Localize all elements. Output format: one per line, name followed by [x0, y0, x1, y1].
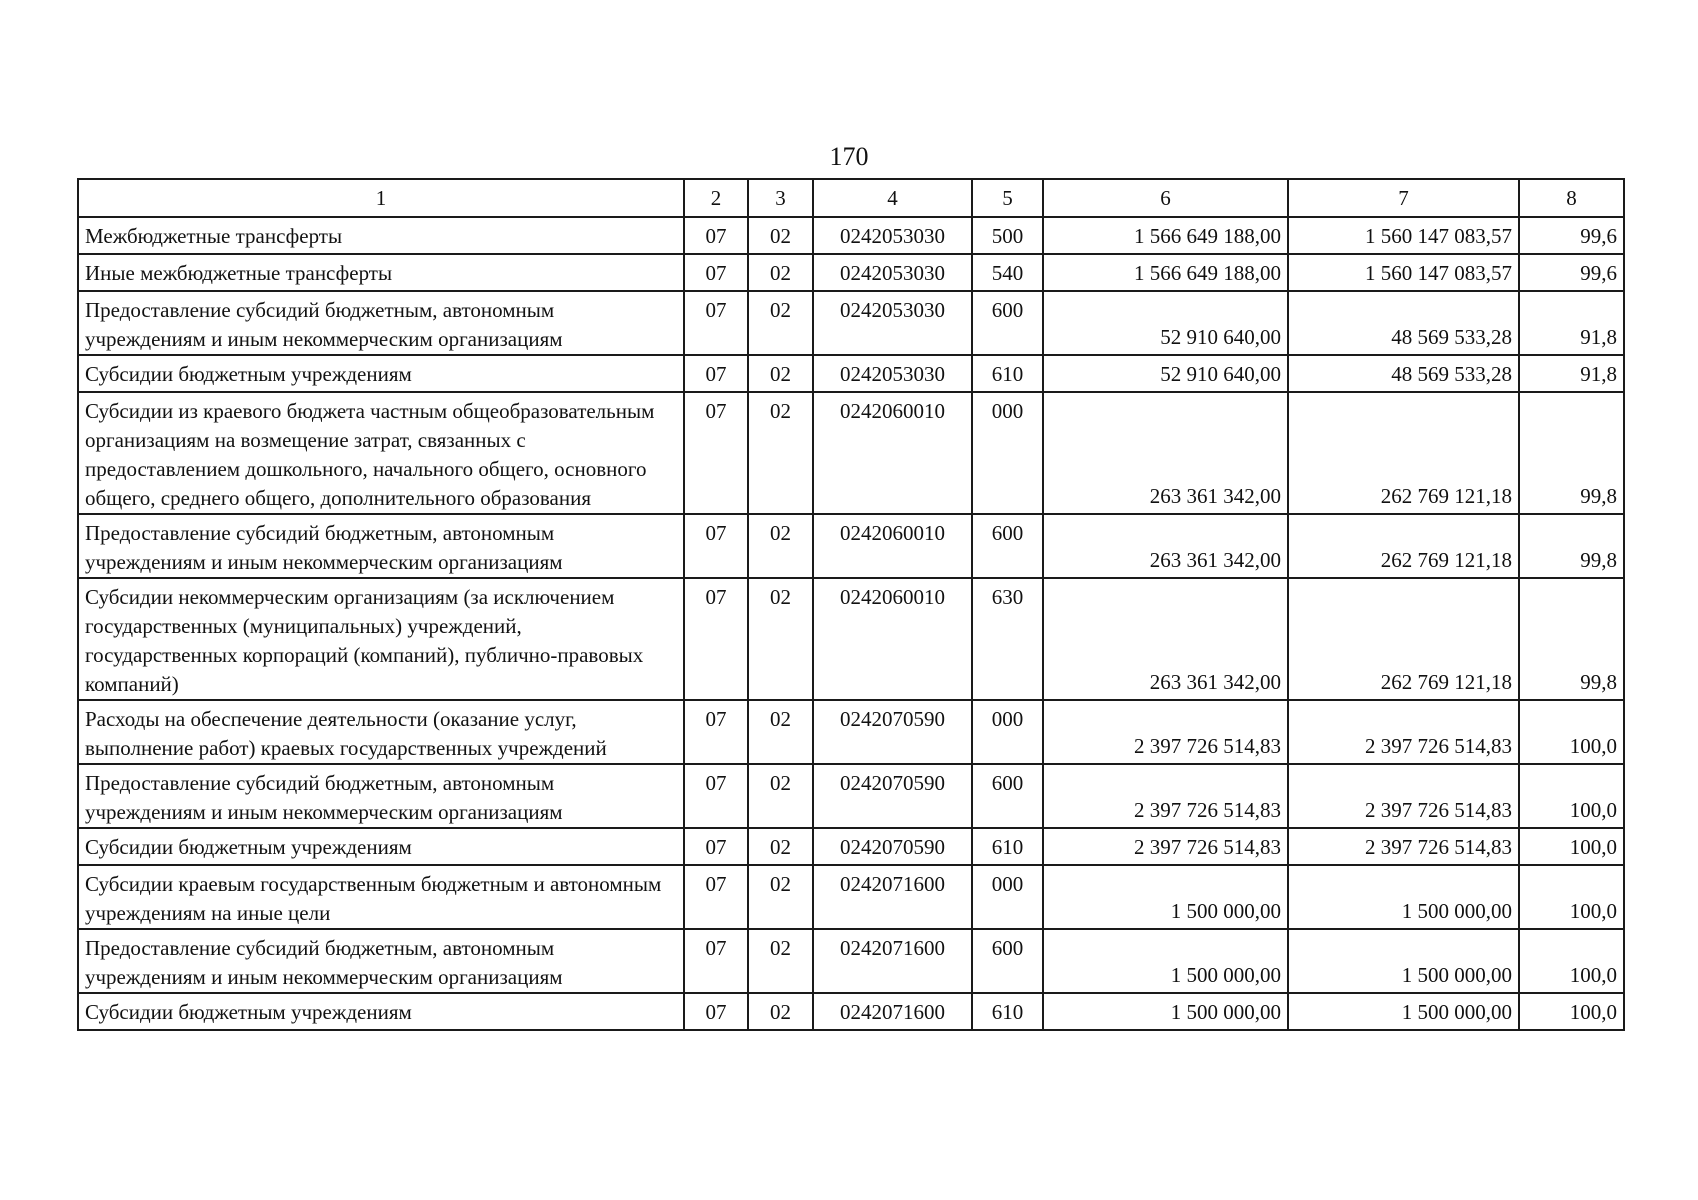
table-row [78, 700, 1624, 764]
column-header: 5 [972, 179, 1043, 217]
row-name-cell: Субсидии из краевого бюджета частным общеобразовательным организациям на возмещение затрат, связанных с предоставлением дошкольного, начального общего, основного общего, среднего общего, дополнительного образования [78, 392, 684, 514]
subsection-code-cell: 02 [748, 291, 813, 355]
section-code-cell: 07 [684, 217, 748, 254]
subsection-code-cell: 02 [748, 514, 813, 578]
execution-percent-cell: 91,8 [1519, 291, 1624, 355]
execution-percent-cell: 99,8 [1519, 578, 1624, 700]
expense-type-cell: 600 [972, 929, 1043, 993]
planned-amount-cell: 1 566 649 188,00 [1043, 254, 1288, 291]
section-code-cell: 07 [684, 254, 748, 291]
page-number-text: 170 [829, 142, 869, 171]
subsection-code-cell: 02 [748, 828, 813, 865]
subsection-code-cell: 02 [748, 865, 813, 929]
table-row [78, 578, 1624, 700]
section-code-cell: 07 [684, 700, 748, 764]
planned-amount-cell: 2 397 726 514,83 [1043, 700, 1288, 764]
subsection-code-cell: 02 [748, 929, 813, 993]
target-article-cell: 0242071600 [813, 993, 972, 1030]
execution-percent-cell: 100,0 [1519, 993, 1624, 1030]
execution-percent-cell: 100,0 [1519, 764, 1624, 828]
executed-amount-cell: 2 397 726 514,83 [1288, 700, 1519, 764]
subsection-code-cell: 02 [748, 254, 813, 291]
target-article-cell: 0242071600 [813, 929, 972, 993]
section-code-cell: 07 [684, 392, 748, 514]
expense-type-cell: 630 [972, 578, 1043, 700]
planned-amount-cell: 52 910 640,00 [1043, 291, 1288, 355]
target-article-cell: 0242070590 [813, 828, 972, 865]
executed-amount-cell: 1 500 000,00 [1288, 929, 1519, 993]
expense-type-cell: 000 [972, 392, 1043, 514]
subsection-code-cell: 02 [748, 700, 813, 764]
expense-type-cell: 540 [972, 254, 1043, 291]
expense-type-cell: 000 [972, 865, 1043, 929]
expense-type-cell: 610 [972, 355, 1043, 392]
planned-amount-cell: 52 910 640,00 [1043, 355, 1288, 392]
table-row [78, 217, 1624, 254]
section-code-cell: 07 [684, 929, 748, 993]
expense-type-cell: 610 [972, 828, 1043, 865]
planned-amount-cell: 1 500 000,00 [1043, 993, 1288, 1030]
table-row [78, 929, 1624, 993]
section-code-cell: 07 [684, 355, 748, 392]
expense-type-cell: 500 [972, 217, 1043, 254]
planned-amount-cell: 1 500 000,00 [1043, 865, 1288, 929]
section-code-cell: 07 [684, 514, 748, 578]
subsection-code-cell: 02 [748, 392, 813, 514]
table-row [78, 514, 1624, 578]
expense-type-cell: 000 [972, 700, 1043, 764]
executed-amount-cell: 2 397 726 514,83 [1288, 828, 1519, 865]
execution-percent-cell: 100,0 [1519, 828, 1624, 865]
executed-amount-cell: 1 560 147 083,57 [1288, 254, 1519, 291]
table-row [78, 865, 1624, 929]
execution-percent-cell: 100,0 [1519, 865, 1624, 929]
target-article-cell: 0242053030 [813, 254, 972, 291]
target-article-cell: 0242070590 [813, 764, 972, 828]
planned-amount-cell: 2 397 726 514,83 [1043, 764, 1288, 828]
subsection-code-cell: 02 [748, 993, 813, 1030]
row-name-cell: Субсидии бюджетным учреждениям [78, 828, 684, 865]
expense-type-cell: 600 [972, 764, 1043, 828]
target-article-cell: 0242053030 [813, 355, 972, 392]
section-code-cell: 07 [684, 578, 748, 700]
table-row [78, 291, 1624, 355]
column-header: 6 [1043, 179, 1288, 217]
planned-amount-cell: 263 361 342,00 [1043, 514, 1288, 578]
table-row [78, 392, 1624, 514]
row-name-cell: Субсидии бюджетным учреждениям [78, 993, 684, 1030]
target-article-cell: 0242060010 [813, 392, 972, 514]
subsection-code-cell: 02 [748, 217, 813, 254]
column-header: 3 [748, 179, 813, 217]
expense-type-cell: 600 [972, 514, 1043, 578]
row-name-cell: Субсидии некоммерческим организациям (за исключением государственных (муниципальных) учреждений, государственных корпораций (компаний), публично-правовых компаний) [78, 578, 684, 700]
target-article-cell: 0242071600 [813, 865, 972, 929]
table-header-row [78, 179, 1624, 217]
executed-amount-cell: 2 397 726 514,83 [1288, 764, 1519, 828]
execution-percent-cell: 100,0 [1519, 700, 1624, 764]
planned-amount-cell: 263 361 342,00 [1043, 392, 1288, 514]
target-article-cell: 0242060010 [813, 514, 972, 578]
execution-percent-cell: 91,8 [1519, 355, 1624, 392]
row-name-cell: Предоставление субсидий бюджетным, автономным учреждениям и иным некоммерческим организациям [78, 764, 684, 828]
target-article-cell: 0242060010 [813, 578, 972, 700]
section-code-cell: 07 [684, 865, 748, 929]
column-header: 2 [684, 179, 748, 217]
row-name-cell: Межбюджетные трансферты [78, 217, 684, 254]
row-name-cell: Предоставление субсидий бюджетным, автономным учреждениям и иным некоммерческим организациям [78, 514, 684, 578]
section-code-cell: 07 [684, 764, 748, 828]
execution-percent-cell: 99,8 [1519, 514, 1624, 578]
executed-amount-cell: 1 500 000,00 [1288, 865, 1519, 929]
row-name-cell: Субсидии краевым государственным бюджетным и автономным учреждениям на иные цели [78, 865, 684, 929]
executed-amount-cell: 48 569 533,28 [1288, 355, 1519, 392]
executed-amount-cell: 262 769 121,18 [1288, 392, 1519, 514]
table-row [78, 993, 1624, 1030]
expense-type-cell: 600 [972, 291, 1043, 355]
planned-amount-cell: 1 500 000,00 [1043, 929, 1288, 993]
row-name-cell: Расходы на обеспечение деятельности (оказание услуг, выполнение работ) краевых государственных учреждений [78, 700, 684, 764]
column-header: 1 [78, 179, 684, 217]
column-header: 7 [1288, 179, 1519, 217]
budget-table [77, 178, 1625, 1031]
section-code-cell: 07 [684, 828, 748, 865]
table-row [78, 355, 1624, 392]
executed-amount-cell: 262 769 121,18 [1288, 578, 1519, 700]
expense-type-cell: 610 [972, 993, 1043, 1030]
executed-amount-cell: 48 569 533,28 [1288, 291, 1519, 355]
section-code-cell: 07 [684, 291, 748, 355]
table-row [78, 764, 1624, 828]
planned-amount-cell: 1 566 649 188,00 [1043, 217, 1288, 254]
executed-amount-cell: 1 500 000,00 [1288, 993, 1519, 1030]
executed-amount-cell: 262 769 121,18 [1288, 514, 1519, 578]
target-article-cell: 0242053030 [813, 291, 972, 355]
table-row [78, 828, 1624, 865]
subsection-code-cell: 02 [748, 764, 813, 828]
subsection-code-cell: 02 [748, 355, 813, 392]
section-code-cell: 07 [684, 993, 748, 1030]
column-header: 4 [813, 179, 972, 217]
row-name-cell: Предоставление субсидий бюджетным, автономным учреждениям и иным некоммерческим организациям [78, 291, 684, 355]
table-row [78, 254, 1624, 291]
row-name-cell: Субсидии бюджетным учреждениям [78, 355, 684, 392]
execution-percent-cell: 99,6 [1519, 254, 1624, 291]
execution-percent-cell: 99,6 [1519, 217, 1624, 254]
planned-amount-cell: 263 361 342,00 [1043, 578, 1288, 700]
executed-amount-cell: 1 560 147 083,57 [1288, 217, 1519, 254]
column-header: 8 [1519, 179, 1624, 217]
row-name-cell: Иные межбюджетные трансферты [78, 254, 684, 291]
planned-amount-cell: 2 397 726 514,83 [1043, 828, 1288, 865]
row-name-cell: Предоставление субсидий бюджетным, автономным учреждениям и иным некоммерческим организациям [78, 929, 684, 993]
execution-percent-cell: 99,8 [1519, 392, 1624, 514]
subsection-code-cell: 02 [748, 578, 813, 700]
target-article-cell: 0242053030 [813, 217, 972, 254]
target-article-cell: 0242070590 [813, 700, 972, 764]
execution-percent-cell: 100,0 [1519, 929, 1624, 993]
page-number [0, 142, 1698, 172]
